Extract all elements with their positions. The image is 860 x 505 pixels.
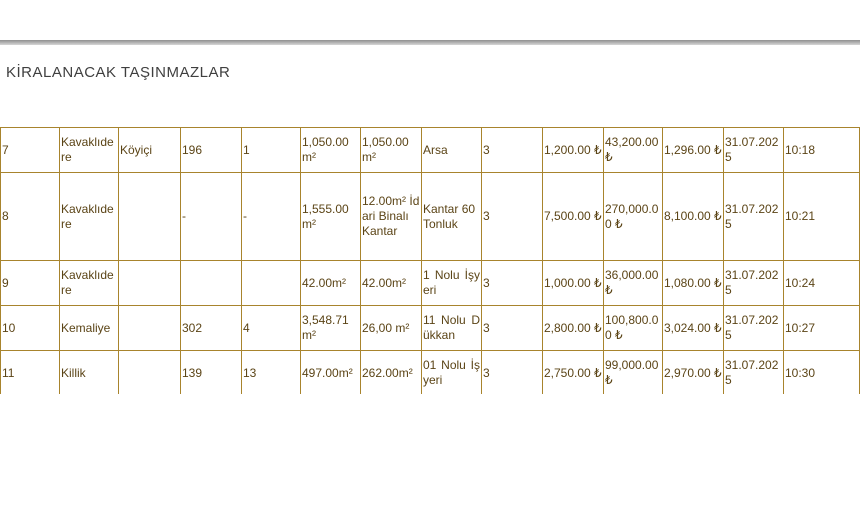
cell-alan: 42.00m² bbox=[301, 261, 361, 306]
top-divider-bar bbox=[0, 40, 860, 45]
cell-kiralanan-alan: 42.00m² bbox=[361, 261, 422, 306]
cell-alan: 1,050.00 m² bbox=[301, 128, 361, 173]
cell-kiralanan-alan: 262.00m² bbox=[361, 351, 422, 395]
cell-tarih: 31.07.2025 bbox=[724, 128, 784, 173]
cell-teminat: 8,100.00 ₺ bbox=[663, 173, 724, 261]
table-row bbox=[1, 261, 860, 306]
cell-kiralanan-alan: 1,050.00 m² bbox=[361, 128, 422, 173]
cell-aylik-bedel: 1,200.00 ₺ bbox=[543, 128, 604, 173]
cell-cins: Kantar 60 Tonluk bbox=[422, 173, 482, 261]
cell-parsel bbox=[242, 261, 301, 306]
cell-no: 10 bbox=[1, 306, 60, 351]
cell-mevki: Köyiçi bbox=[119, 128, 181, 173]
cell-tarih: 31.07.2025 bbox=[724, 306, 784, 351]
cell-ada: 196 bbox=[181, 128, 242, 173]
cell-tarih: 31.07.2025 bbox=[724, 261, 784, 306]
cell-teminat: 3,024.00 ₺ bbox=[663, 306, 724, 351]
cell-parsel: 1 bbox=[242, 128, 301, 173]
cell-saat: 10:24 bbox=[784, 261, 860, 306]
cell-mahalle: Kavaklıdere bbox=[60, 173, 119, 261]
cell-parsel: - bbox=[242, 173, 301, 261]
table-row bbox=[1, 128, 860, 173]
page-title: KİRALANACAK TAŞINMAZLAR bbox=[6, 64, 231, 81]
cell-sure: 3 bbox=[482, 173, 543, 261]
rental-properties-table bbox=[0, 127, 860, 394]
cell-aylik-bedel: 7,500.00 ₺ bbox=[543, 173, 604, 261]
cell-parsel: 4 bbox=[242, 306, 301, 351]
cell-ada bbox=[181, 261, 242, 306]
cell-aylik-bedel: 2,800.00 ₺ bbox=[543, 306, 604, 351]
cell-saat: 10:27 bbox=[784, 306, 860, 351]
cell-teminat: 2,970.00 ₺ bbox=[663, 351, 724, 395]
cell-kiralanan-alan: 26,00 m² bbox=[361, 306, 422, 351]
cell-mahalle: Killik bbox=[60, 351, 119, 395]
cell-parsel: 13 bbox=[242, 351, 301, 395]
cell-cins: 01 Nolu İşyeri bbox=[422, 351, 482, 395]
cell-alan: 497.00m² bbox=[301, 351, 361, 395]
cell-ada: 139 bbox=[181, 351, 242, 395]
cell-no: 11 bbox=[1, 351, 60, 395]
cell-saat: 10:21 bbox=[784, 173, 860, 261]
cell-mahalle: Kavaklıdere bbox=[60, 128, 119, 173]
cell-teminat: 1,080.00 ₺ bbox=[663, 261, 724, 306]
cell-no: 7 bbox=[1, 128, 60, 173]
cell-cins: 1 Nolu İşyeri bbox=[422, 261, 482, 306]
cell-yillik-bedel: 36,000.00 ₺ bbox=[604, 261, 663, 306]
cell-mevki bbox=[119, 351, 181, 395]
cell-yillik-bedel: 270,000.00 ₺ bbox=[604, 173, 663, 261]
cell-ada: 302 bbox=[181, 306, 242, 351]
cell-yillik-bedel: 100,800.00 ₺ bbox=[604, 306, 663, 351]
cell-kiralanan-alan: 12.00m² İdari Binalı Kantar bbox=[361, 173, 422, 261]
table-row bbox=[1, 306, 860, 351]
cell-alan: 1,555.00 m² bbox=[301, 173, 361, 261]
cell-aylik-bedel: 2,750.00 ₺ bbox=[543, 351, 604, 395]
cell-tarih: 31.07.2025 bbox=[724, 351, 784, 395]
cell-yillik-bedel: 99,000.00 ₺ bbox=[604, 351, 663, 395]
cell-mahalle: Kemaliye bbox=[60, 306, 119, 351]
cell-mahalle: Kavaklıdere bbox=[60, 261, 119, 306]
cell-mevki bbox=[119, 173, 181, 261]
cell-teminat: 1,296.00 ₺ bbox=[663, 128, 724, 173]
table-row bbox=[1, 173, 860, 261]
cell-saat: 10:30 bbox=[784, 351, 860, 395]
cell-mevki bbox=[119, 261, 181, 306]
cell-saat: 10:18 bbox=[784, 128, 860, 173]
cell-mevki bbox=[119, 306, 181, 351]
table-row bbox=[1, 351, 860, 395]
cell-sure: 3 bbox=[482, 128, 543, 173]
cell-sure: 3 bbox=[482, 351, 543, 395]
cell-cins: 11 Nolu Dükkan bbox=[422, 306, 482, 351]
cell-alan: 3,548.71 m² bbox=[301, 306, 361, 351]
cell-no: 9 bbox=[1, 261, 60, 306]
cell-aylik-bedel: 1,000.00 ₺ bbox=[543, 261, 604, 306]
rental-table-container bbox=[0, 127, 860, 394]
cell-no: 8 bbox=[1, 173, 60, 261]
cell-yillik-bedel: 43,200.00 ₺ bbox=[604, 128, 663, 173]
cell-cins: Arsa bbox=[422, 128, 482, 173]
cell-sure: 3 bbox=[482, 306, 543, 351]
cell-ada: - bbox=[181, 173, 242, 261]
cell-sure: 3 bbox=[482, 261, 543, 306]
cell-tarih: 31.07.2025 bbox=[724, 173, 784, 261]
